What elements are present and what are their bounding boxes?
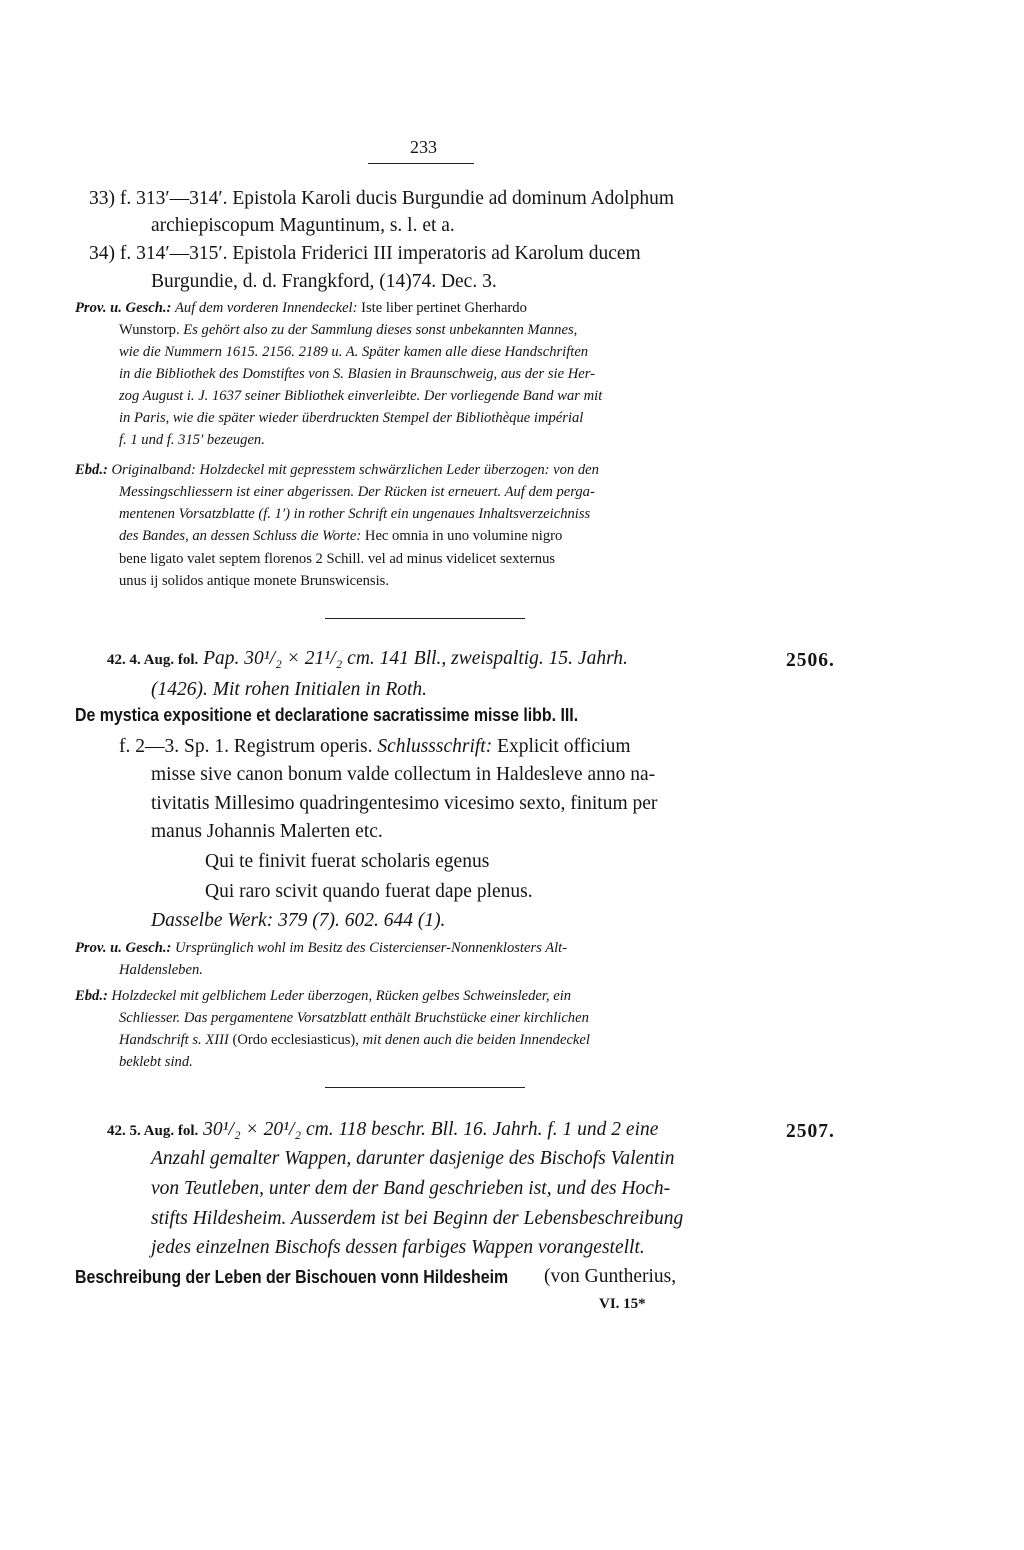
entry-2506-ebd-label: Ebd.:	[75, 988, 108, 1004]
entry-2507-line5: jedes einzelnen Bischofs dessen farbiges Wappen vorangestellt.	[151, 1237, 645, 1258]
entry-2506-ebd-line2: Schliesser. Das pergamentene Vorsatzblatt enthält Bruchstücke einer kirchlichen	[119, 1010, 589, 1026]
entry-2506-title: De mystica expositione et declaratione sacratissime misse libb. III.	[75, 704, 579, 725]
entry-2507-shelfmark: 42. 5. Aug. fol.	[107, 1123, 199, 1139]
ebd1-line2: Messingschliessern ist einer abgerissen. Der Rücken ist erneuert. Auf dem perga-	[119, 484, 595, 500]
entry-2506-contents-line4: manus Johannis Malerten etc.	[151, 821, 383, 842]
prov1-line3: wie die Nummern 1615. 2156. 2189 u. A. Später kamen alle diese Handschriften	[119, 344, 589, 360]
entry-2507-number: 2507.	[786, 1121, 835, 1142]
entry-34-line1: 34) f. 314′—315′. Epistola Friderici III imperatoris ad Karolum ducem	[89, 243, 641, 264]
prov1-line7: f. 1 und f. 315′ bezeugen.	[119, 432, 265, 448]
entry-33-line1: 33) f. 313′—314′. Epistola Karoli ducis Burgundie ad dominum Adolphum	[89, 188, 674, 209]
entry-2506-ebd-line4: beklebt sind.	[119, 1054, 193, 1070]
prov1-line5: zog August i. J. 1637 seiner Bibliothek einverleibte. Der vorliegende Band war mit	[119, 388, 603, 404]
prov1-label: Prov. u. Gesch.:	[75, 300, 172, 316]
page-number: 233	[410, 137, 437, 157]
prov1-line1: Prov. u. Gesch.: Auf dem vorderen Innendeckel: Iste liber pertinet Gherhardo	[75, 300, 527, 316]
ebd1-line5: bene ligato valet septem florenos 2 Schill. vel ad minus videlicet sexternus	[119, 551, 556, 567]
entry-2506-verse1: Qui te finivit fuerat scholaris egenus	[205, 851, 490, 872]
prov1-line2: Wunstorp. Es gehört also zu der Sammlung dieses sonst unbekannten Mannes,	[119, 322, 578, 338]
entry-2506-same-work: Dasselbe Werk: 379 (7). 602. 644 (1).	[151, 910, 446, 931]
entry-2506-line1: 42. 4. Aug. fol. Pap. 30¹/₂ × 21¹/₂ cm. 141 Bll., zweispaltig. 15. Jahrh.	[107, 648, 628, 669]
entry-33-line2: archiepiscopum Maguntinum, s. l. et a.	[151, 215, 455, 236]
ebd1-line4: des Bandes, an dessen Schluss die Worte: Hec omnia in uno volumine nigro	[119, 528, 563, 544]
entry-2507-line2: Anzahl gemalter Wappen, darunter dasjenige des Bischofs Valentin	[151, 1148, 675, 1169]
entry-2506-contents-line3: tivitatis Millesimo quadringentesimo vicesimo sexto, finitum per	[151, 793, 658, 814]
entry-2506-contents-line1: f. 2—3. Sp. 1. Registrum operis. Schlussschrift: Explicit officium	[119, 736, 631, 757]
entry-2507-title-rest: (von Guntherius,	[544, 1266, 677, 1287]
prov1-line6: in Paris, wie die später wieder überdruckten Stempel der Bibliothèque impérial	[119, 410, 584, 426]
entry-2507-line4: stifts Hildesheim. Ausserdem ist bei Beginn der Lebensbeschreibung	[151, 1208, 684, 1229]
ebd1-line3: mentenen Vorsatzblatte (f. 1′) in rother Schrift ein ungenaues Inhaltsverzeichniss	[119, 506, 591, 522]
entry-2506-ebd-line1: Ebd.: Holzdeckel mit gelblichem Leder überzogen, Rücken gelbes Schweinsleder, ein	[75, 988, 572, 1004]
entry-2506-contents-line2: misse sive canon bonum valde collectum in Haldesleve anno na-	[151, 764, 656, 785]
header-rule	[368, 163, 474, 164]
entry-2506-line2: (1426). Mit rohen Initialen in Roth.	[151, 679, 428, 700]
ebd1-line1: Ebd.: Originalband: Holzdeckel mit gepresstem schwärzlichen Leder überzogen: von den	[75, 462, 599, 478]
signature-mark: VI. 15*	[599, 1296, 646, 1312]
entry-2507-line3: von Teutleben, unter dem der Band geschrieben ist, und des Hoch-	[151, 1178, 671, 1199]
entry-2506-number: 2506.	[786, 650, 835, 671]
ebd1-line6: unus ij solidos antique monete Brunswicensis.	[119, 573, 389, 589]
entry-2506-prov-line1: Prov. u. Gesch.: Ursprünglich wohl im Besitz des Cistercienser-Nonnenklosters Alt-	[75, 940, 568, 956]
prov1-line4: in die Bibliothek des Domstiftes von S. Blasien in Braunschweig, aus der sie Her-	[119, 366, 595, 382]
ebd1-label: Ebd.:	[75, 462, 108, 478]
entry-2506-prov-label: Prov. u. Gesch.:	[75, 940, 172, 956]
section-divider-2	[325, 1087, 525, 1088]
entry-2506-shelfmark: 42. 4. Aug. fol.	[107, 652, 199, 668]
entry-2506-prov-line2: Haldensleben.	[119, 962, 203, 978]
entry-2507-title: Beschreibung der Leben der Bischouen vonn Hildesheim	[75, 1266, 509, 1287]
section-divider	[325, 618, 525, 619]
entry-2506-ebd-line3: Handschrift s. XIII (Ordo ecclesiasticus), mit denen auch die beiden Innendeckel	[119, 1032, 590, 1048]
entry-34-line2: Burgundie, d. d. Frangkford, (14)74. Dec. 3.	[151, 271, 497, 292]
entry-2507-line1: 42. 5. Aug. fol. 30¹/₂ × 20¹/₂ cm. 118 beschr. Bll. 16. Jahrh. f. 1 und 2 eine	[107, 1119, 659, 1140]
entry-2506-verse2: Qui raro scivit quando fuerat dape plenus.	[205, 881, 533, 902]
